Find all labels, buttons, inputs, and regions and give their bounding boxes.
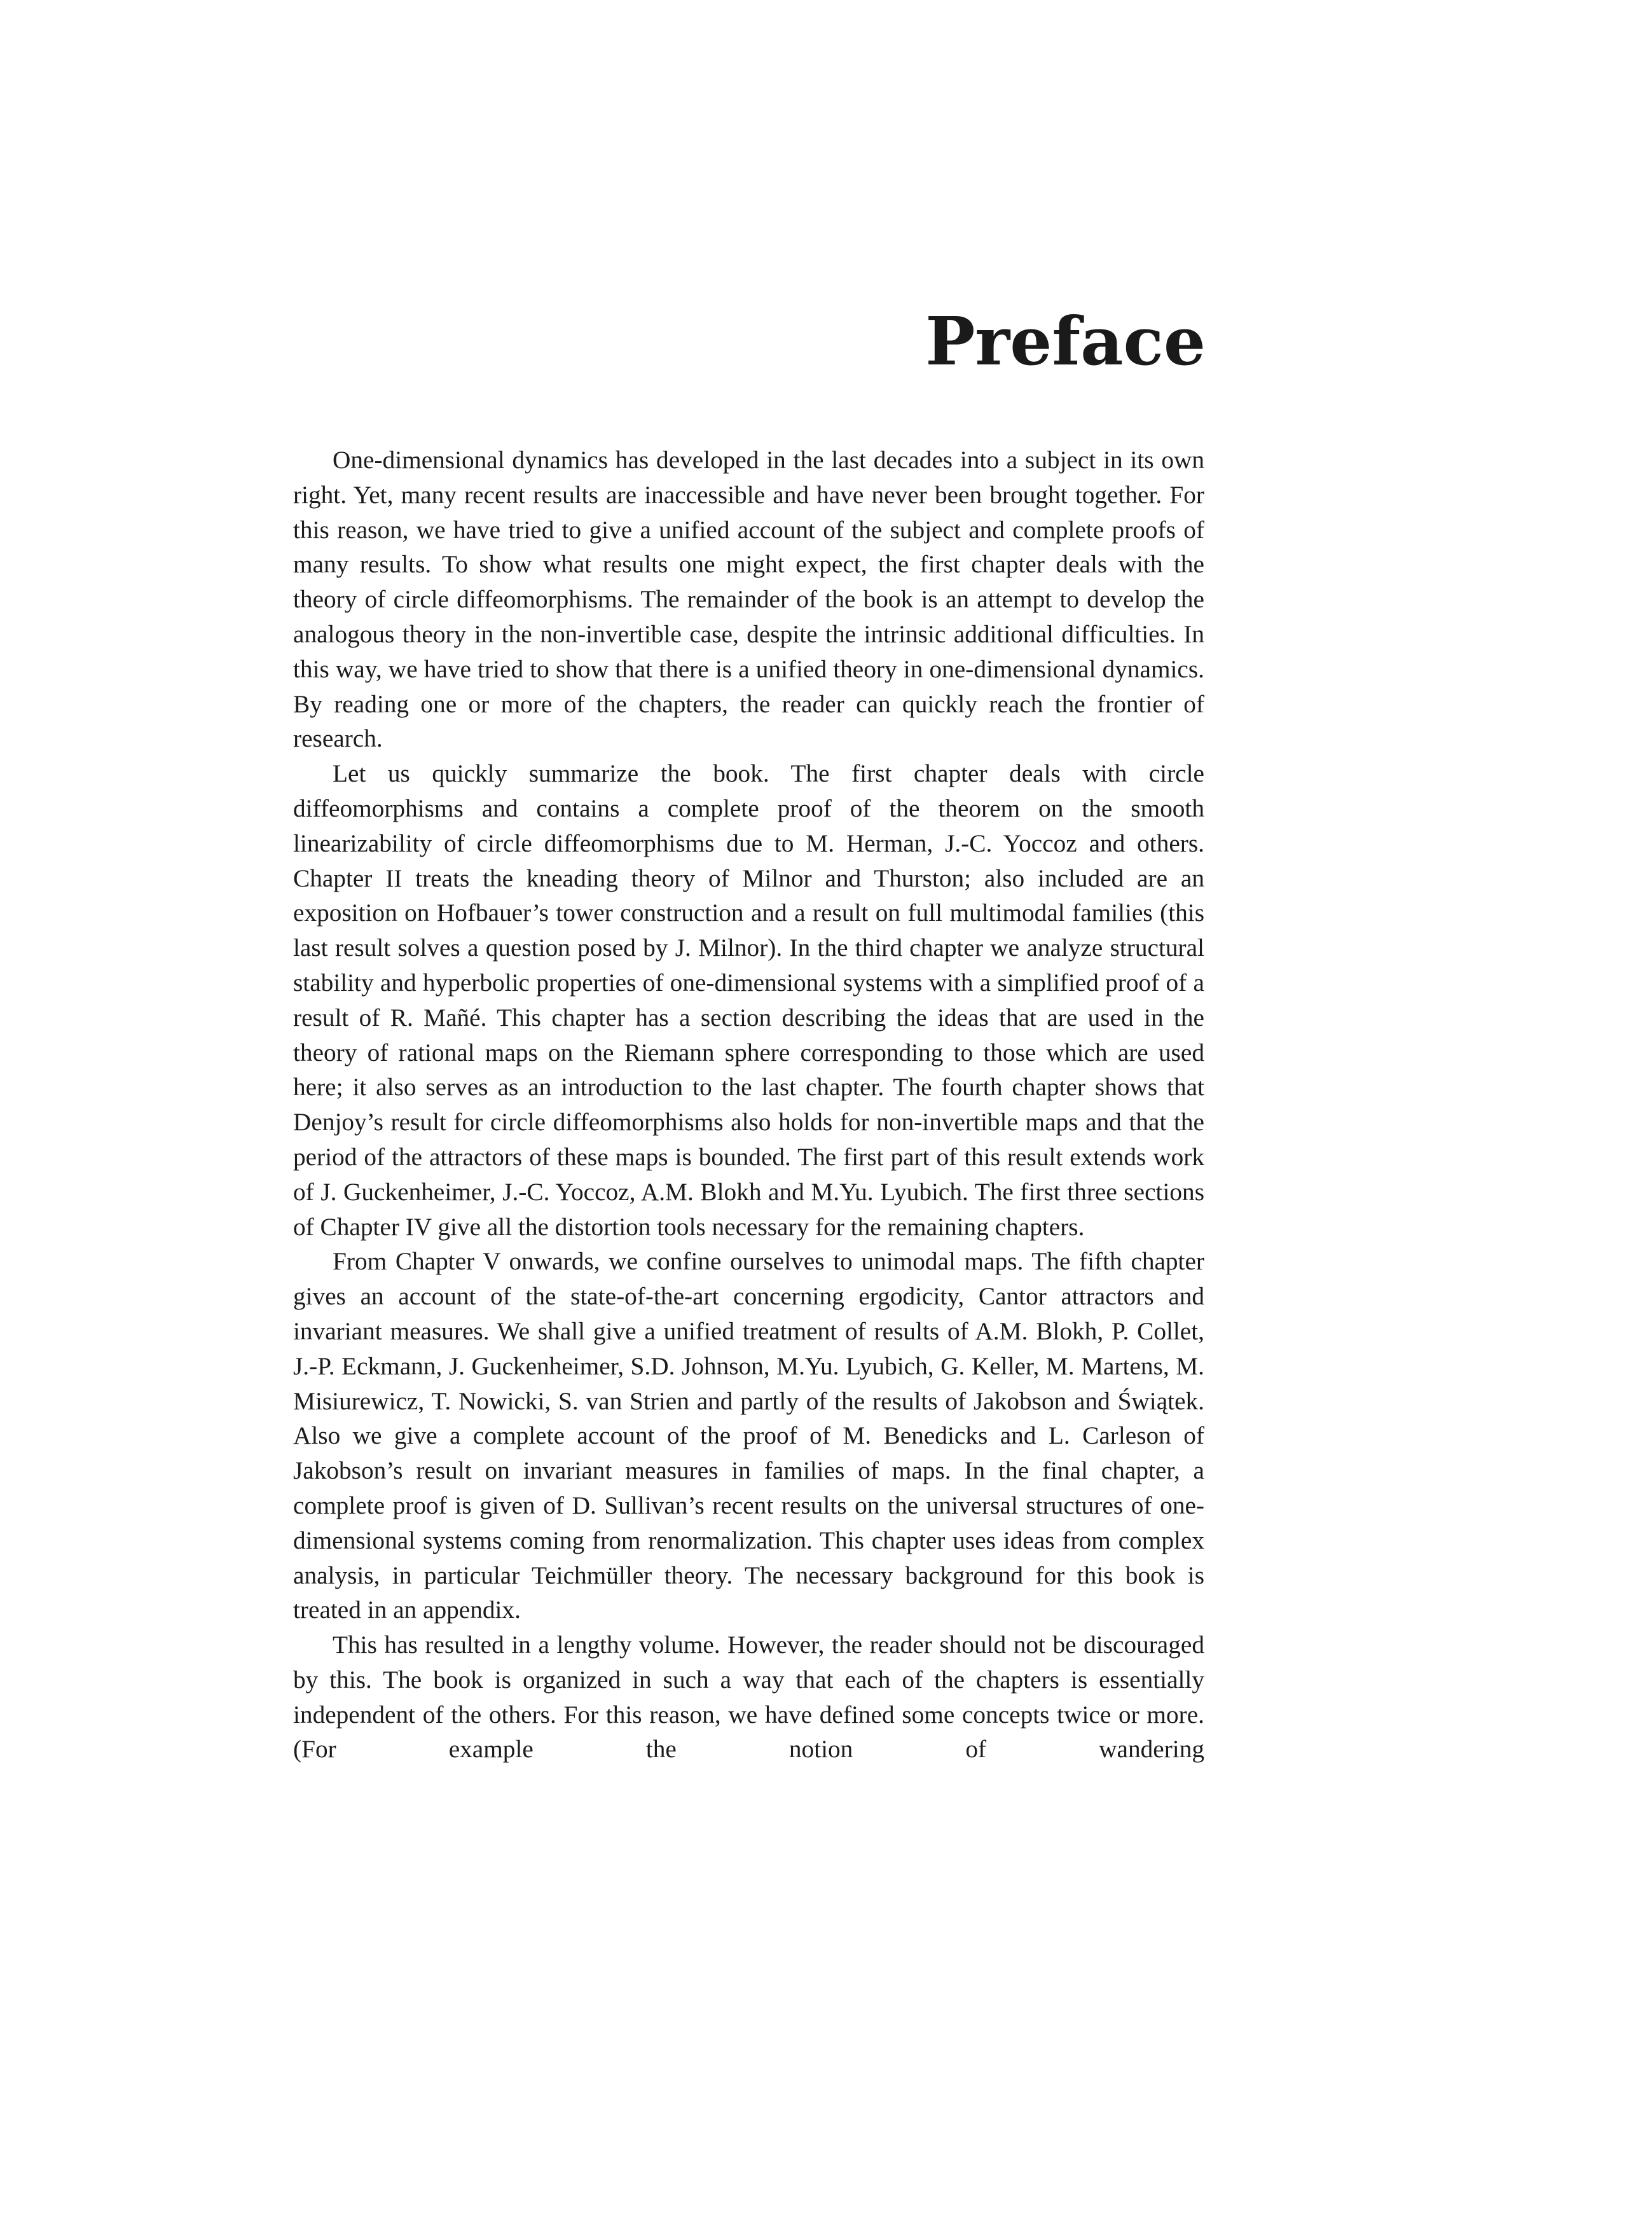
paragraph-2: Let us quickly summarize the book. The first chapter deals with circle diffeomorphisms and contains a complete proof of the theorem on the smooth linearizability of circle diffeomorphisms due to M. Herman, J.-C. Yoccoz and others. Chapter II treats the kneading theory of Milnor and Thurston; also included are an exposition on Hofbauer’s tower construction and a result on full multimodal families (this last result solves a question posed by J. Milnor). In the third chapter we analyze structural stability and hyperbolic properties of one-dimensional systems with a simplified proof of a result of R. Mañé. This chapter has a section describing the ideas that are used in the theory of rational maps on the Riemann sphere corresponding to those which are used here; it also serves as an introduction to the last chapter. The fourth chapter shows that Denjoy’s result for circle diffeomorphisms also holds for non-invertible maps and that the period of the attractors of these maps is bounded. The first part of this result extends work of J. Guckenheimer, J.-C. Yoccoz, A.M. Blokh and M.Yu. Lyubich. The first three sections of Chapter IV give all the distortion tools necessary for the remaining chapters.: [293, 759, 1204, 1241]
paragraph-1: One-dimensional dynamics has developed in the last decades into a subject in its own right. Yet, many recent results are inaccessible and have never been brought together. For this reason, we have tried to give a unified account of the subject and complete proofs of many results. To show what results one might expect, the first chapter deals with the theory of circle diffeomorphisms. The remainder of the book is an attempt to develop the analogous theory in the non-invertible case, despite the intrinsic additional difficulties. In this way, we have tried to show that there is a unified theory in one-dimensional dynamics. By reading one or more of the chapters, the reader can quickly reach the frontier of research.: [293, 446, 1204, 753]
paragraph-3: From Chapter V onwards, we confine ourselves to unimodal maps. The fifth chapter gives an account of the state-of-the-art concerning ergodicity, Cantor attractors and invariant measures. We shall give a unified treatment of results of A.M. Blokh, P. Collet, J.-P. Eckmann, J. Guckenheimer, S.D. Johnson, M.Yu. Lyubich, G. Keller, M. Martens, M. Misiurewicz, T. Nowicki, S. van Strien and partly of the results of Jakobson and Świątek. Also we give a complete account of the proof of M. Benedicks and L. Carleson of Jakobson’s result on invariant measures in families of maps. In the final chapter, a complete proof is given of D. Sullivan’s recent results on the universal structures of one-dimensional systems coming from renormalization. This chapter uses ideas from complex analysis, in particular Teichmüller theory. The necessary background for this book is treated in an appendix.: [293, 1247, 1204, 1624]
preface-body: [293, 443, 1204, 1767]
paragraph-4: This has resulted in a lengthy volume. However, the reader should not be discouraged by this. The book is organized in such a way that each of the chapters is essentially independent of the others. For this reason, we have defined some concepts twice or more. (For example the notion of wandering: [293, 1631, 1204, 1764]
page-title: Preface: [925, 302, 1206, 380]
